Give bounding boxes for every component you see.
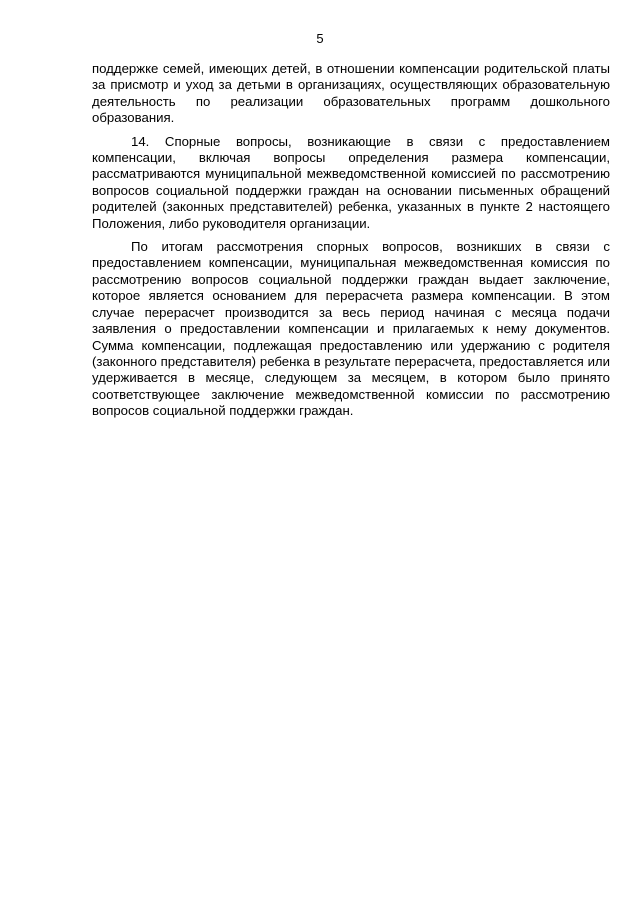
paragraph-item-14: 14. Спорные вопросы, возникающие в связи с предоставлением компенсации, включая вопросы определения размера компенсации, рассматриваются муниципальной межведомственной комиссией по рассмотрению вопросов социальной поддержки граждан на основании письменных обращений родителей (законных представителей) ребенка, указанных в пункте 2 настоящего Положения, либо руководителя организации. <box>92 133 610 231</box>
page-number: 5 <box>316 31 324 46</box>
paragraph-dispute-results: По итогам рассмотрения спорных вопросов, возникших в связи с предоставлением компенсации, муниципальная межведомственная комиссия по рассмотрению вопросов социальной поддержки граждан выдает заключение, которое является основанием для перерасчета размера компенсации. В этом случае перерасчет производится за весь период начиная с месяца подачи заявления о предоставлении компенсации и прилагаемых к нему документов. Сумма компенсации, подлежащая предоставлению или удержанию с родителя (законного представителя) ребенка в результате перерасчета, предоставляется или удерживается в месяце, следующем за месяцем, в котором было принято соответствующее заключение межведомственной комиссии по рассмотрению вопросов социальной поддержки граждан. <box>92 239 610 419</box>
paragraph-continuation: поддержке семей, имеющих детей, в отношении компенсации родительской платы за присмотр и уход за детьми в организациях, осуществляющих образовательную деятельность по реализации образовательных программ дошкольного образования. <box>92 61 610 126</box>
document-body <box>92 61 610 420</box>
